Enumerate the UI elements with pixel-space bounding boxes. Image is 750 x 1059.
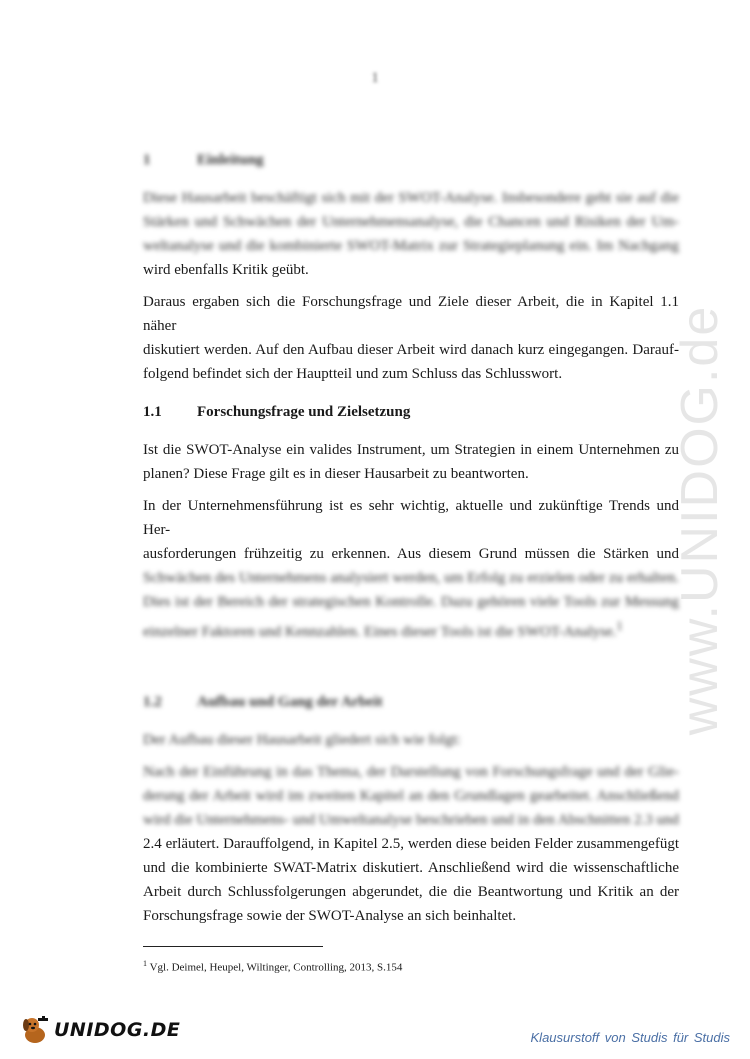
section-number: 1 <box>143 152 151 168</box>
watermark-text: www.UNIDOG.de <box>671 304 729 736</box>
text-line: derung der Arbeit wird im zweiten Kapitel an den Grundlagen gearbeitet. Anschließend <box>143 788 679 804</box>
footnote <box>143 956 402 976</box>
section-title: Aufbau und Gang der Arbeit <box>197 694 383 710</box>
text-line: Daraus ergaben sich die Forschungsfrage und Ziele dieser Arbeit, die in Kapitel 1.1 näher <box>143 294 679 334</box>
text-line: folgend befindet sich der Hauptteil und zum Schluss das Schlusswort. <box>143 366 563 382</box>
paragraph <box>143 760 679 928</box>
paragraph <box>143 438 679 486</box>
footnote-marker: 1 <box>143 959 147 968</box>
text-line-content: einzelner Faktoren und Kennzahlen. Eines dieser Tools ist die SWOT-Analyse. <box>143 624 617 640</box>
text-line: Arbeit durch Schlussfolgerungen abgerundet, die die Beantwortung und Kritik an der <box>143 884 679 900</box>
section-title: Forschungsfrage und Zielsetzung <box>197 404 411 420</box>
section-number: 1.2 <box>143 694 162 710</box>
text-line: planen? Diese Frage gilt es in dieser Hausarbeit zu beantworten. <box>143 466 529 482</box>
footnote-text: Vgl. Deimel, Heupel, Wiltinger, Controlling, 2013, S.154 <box>149 961 403 974</box>
text-line: Nach der Einführung in das Thema, der Darstellung von Forschungsfrage und der Glie- <box>143 764 679 780</box>
paragraph <box>143 186 679 282</box>
text-line: In der Unternehmensführung ist es sehr wichtig, aktuelle und zukünftige Trends und Her- <box>143 498 679 538</box>
logo-text: UNIDOG.DE <box>54 1019 181 1041</box>
text-line: wird die Unternehmens- und Umweltanalyse beschrieben und in den Abschnitten 2.3 und <box>143 812 679 828</box>
text-line: diskutiert werden. Auf den Aufbau dieser Arbeit wird danach kurz eingegangen. Darauf- <box>143 342 679 358</box>
paragraph <box>143 290 679 386</box>
section-title: Einleitung <box>197 152 264 168</box>
text-line: weltanalyse und die kombinierte SWOT-Matrix zur Strategieplanung ein. Im Nachgang <box>143 238 679 254</box>
section-heading-1-2 <box>143 690 679 714</box>
section-heading-1 <box>143 148 679 172</box>
footnote-reference: 1 <box>616 619 623 633</box>
text-line <box>143 619 623 640</box>
document-body <box>143 148 679 936</box>
dog-mascot-icon <box>18 1015 52 1045</box>
section-heading-1-1 <box>143 400 679 424</box>
unidog-logo[interactable] <box>18 1014 180 1046</box>
footer-slogan: Klausurstoff von Studis für Studis <box>530 1030 730 1045</box>
text-line: Dies ist der Bereich der strategischen Kontrolle. Dazu gehören viele Tools zur Messung <box>143 594 679 610</box>
text-line: 2.4 erläutert. Darauffolgend, in Kapitel 2.5, werden diese beiden Felder zusammengefügt <box>143 836 679 852</box>
text-line: wird ebenfalls Kritik geübt. <box>143 262 309 278</box>
section-number: 1.1 <box>143 404 162 420</box>
text-line: ausforderungen frühzeitig zu erkennen. Aus diesem Grund müssen die Stärken und <box>143 546 679 562</box>
spacer <box>143 652 679 690</box>
footnote-divider <box>143 946 323 947</box>
page-number: 1 <box>371 70 379 86</box>
paragraph: Der Aufbau dieser Hausarbeit gliedert sich wie folgt: <box>143 732 461 748</box>
text-line: Stärken und Schwächen der Unternehmensanalyse, die Chancen und Risiken der Um- <box>143 214 679 230</box>
text-line: Diese Hausarbeit beschäftigt sich mit der SWOT-Analyse. Insbesondere geht sie auf die <box>143 190 679 206</box>
paragraph <box>143 494 679 644</box>
text-line: Ist die SWOT-Analyse ein valides Instrument, um Strategien in einem Unternehmen zu <box>143 442 679 458</box>
text-line: Forschungsfrage sowie der SWOT-Analyse an sich beinhaltet. <box>143 908 517 924</box>
text-line: und die kombinierte SWAT-Matrix diskutiert. Anschließend wird die wissenschaftliche <box>143 860 679 876</box>
text-line: Schwächen des Unternehmens analysiert werden, um Erfolg zu erzielen oder zu erhalten. <box>143 570 679 586</box>
